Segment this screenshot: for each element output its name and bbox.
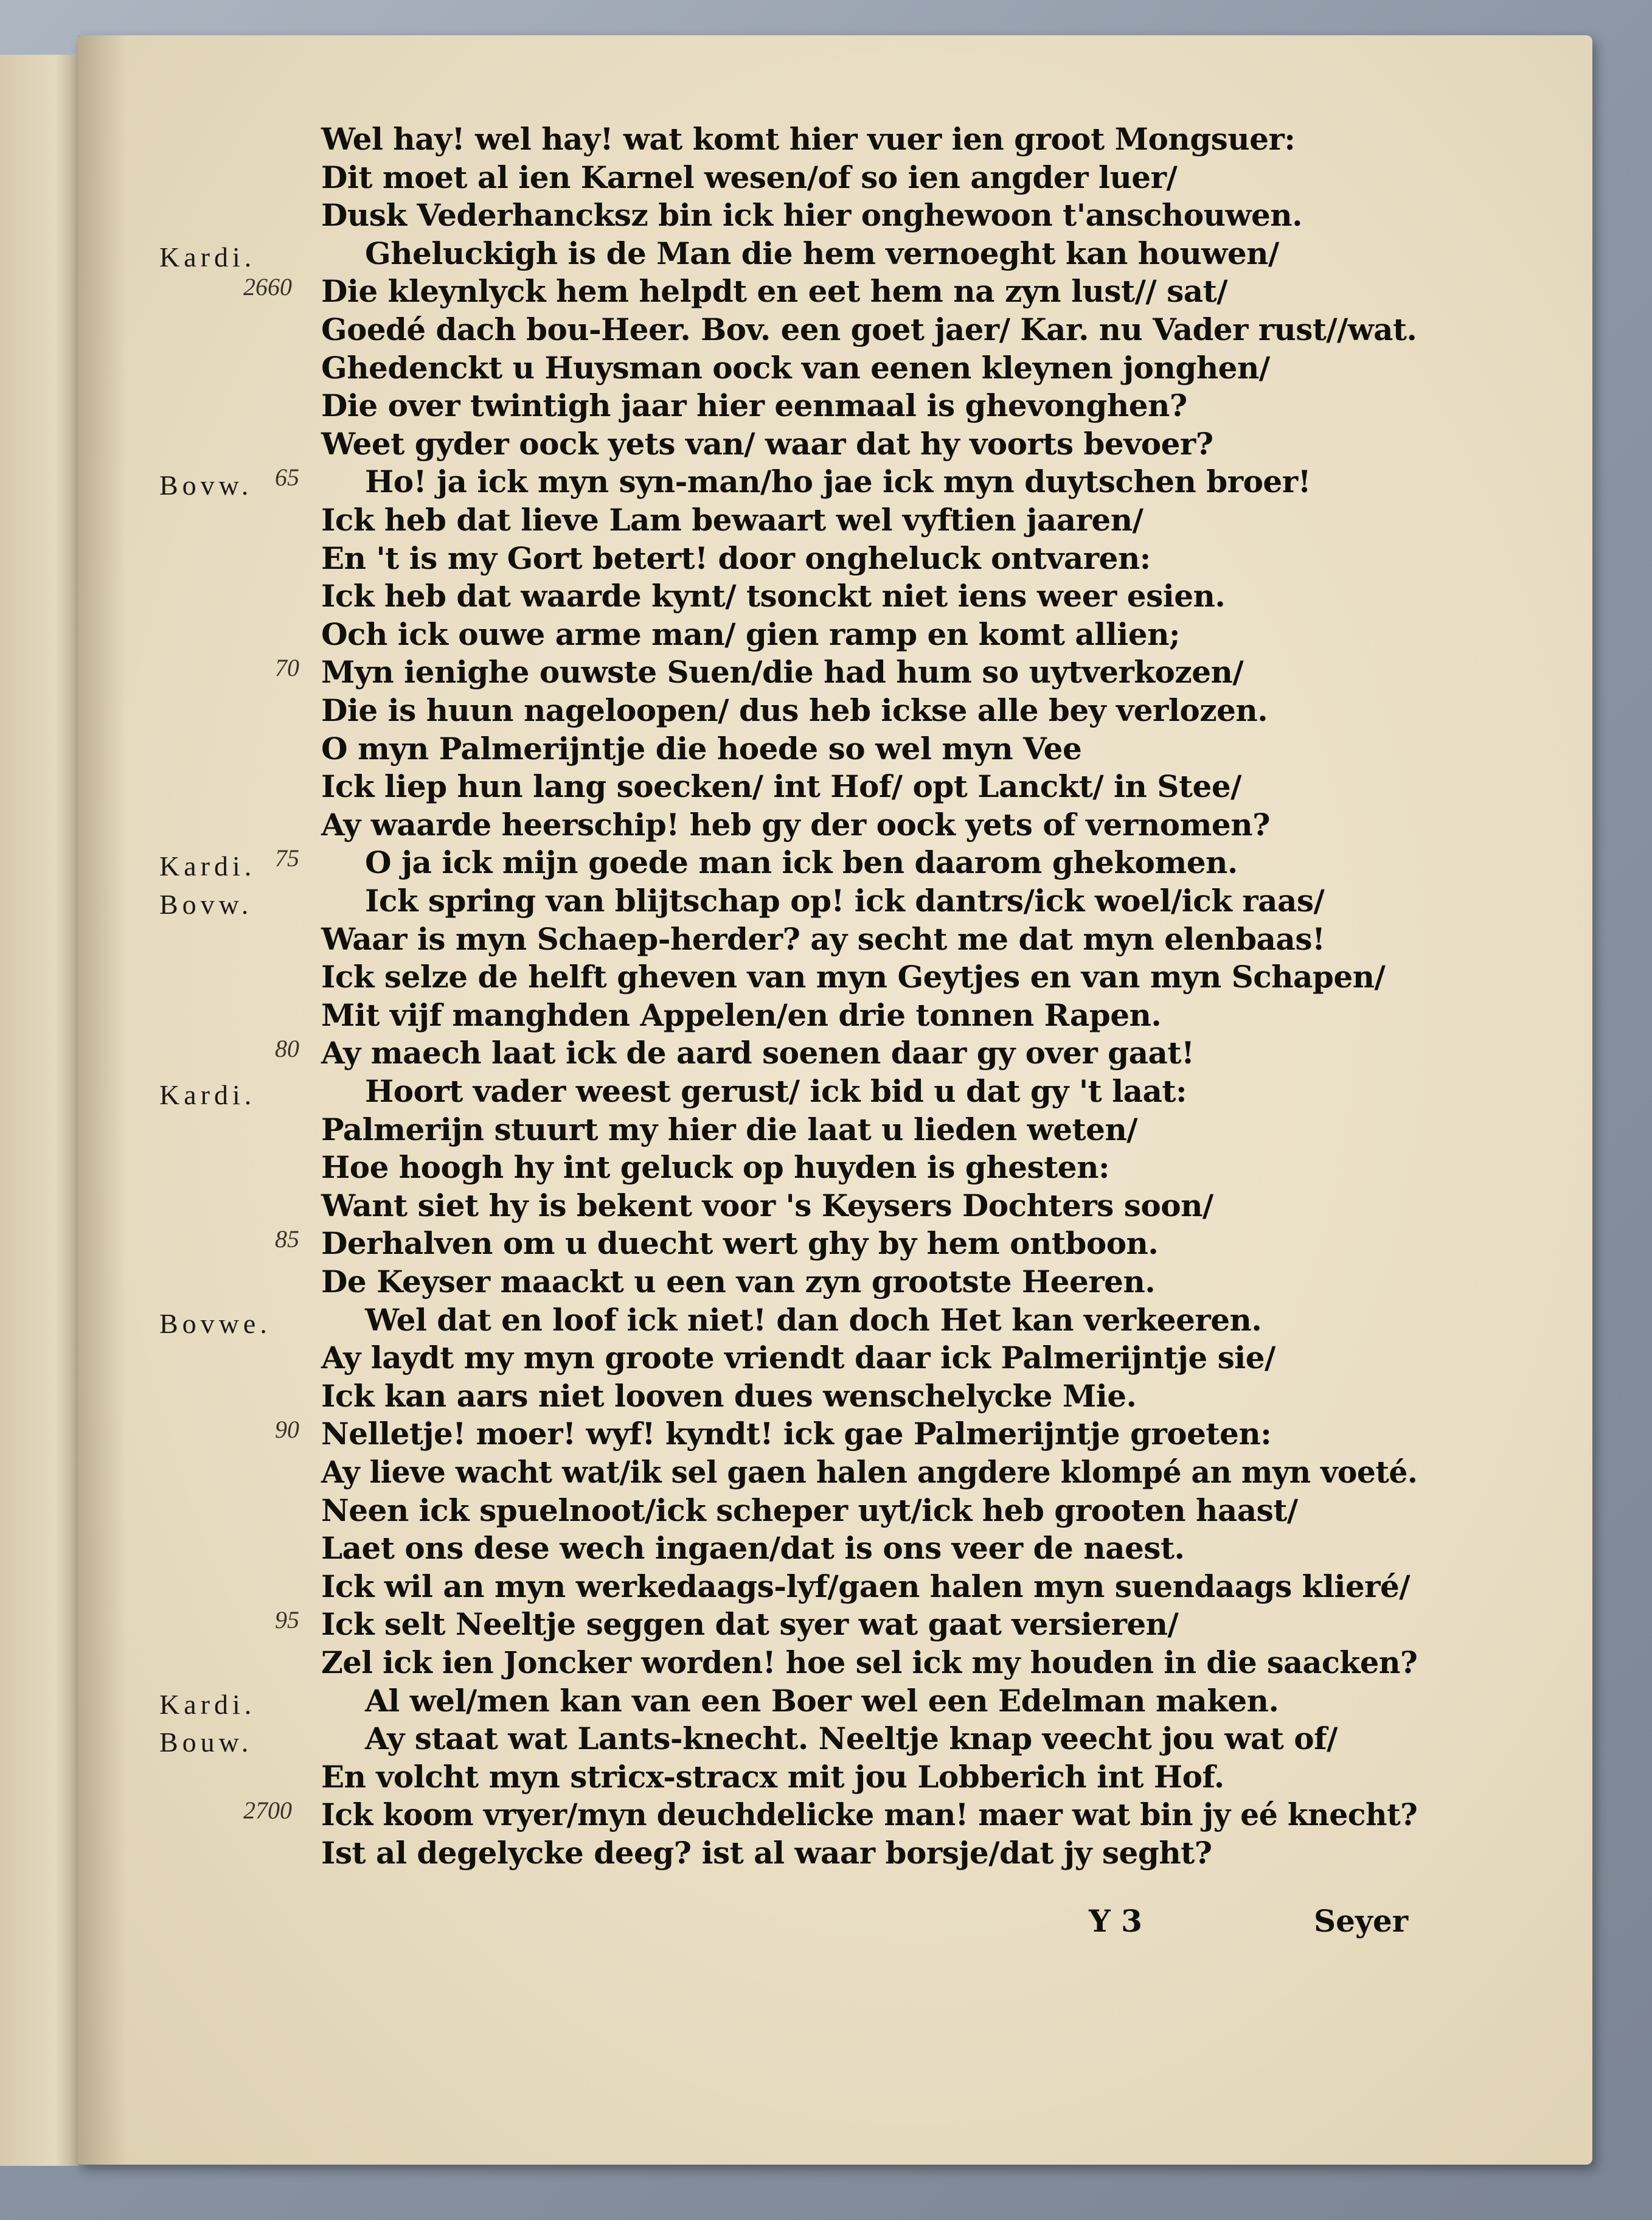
verse-text: Hoe hoogh hy int geluck op huyden is ghesten: bbox=[321, 1149, 1109, 1186]
verse-line bbox=[0, 1301, 1652, 1339]
verse-line bbox=[0, 1073, 1652, 1110]
verse-line bbox=[0, 1377, 1652, 1415]
verse-line bbox=[0, 159, 1652, 197]
verse-text: Goedé dach bou-Heer. Bov. een goet jaer/ Kar. nu Vader rust//wat. bbox=[321, 311, 1417, 347]
verse-line bbox=[0, 120, 1652, 158]
verse-text: Derhalven om u duecht wert ghy by hem ontboon. bbox=[321, 1225, 1159, 1262]
line-number-note: 85 bbox=[275, 1225, 299, 1253]
verse-text: Die over twintigh jaar hier eenmaal is ghevonghen? bbox=[321, 388, 1187, 424]
verse-text: Ay waarde heerschip! heb gy der oock yets of vernomen? bbox=[321, 806, 1270, 843]
verse-line bbox=[0, 1453, 1652, 1491]
verse-line bbox=[0, 1339, 1652, 1377]
speaker-name: Bovwe. bbox=[159, 1307, 271, 1339]
verse-text: Ist al degelycke deeg? ist al waar borsje/dat jy seght? bbox=[321, 1835, 1212, 1871]
line-number-note: 2700 bbox=[243, 1797, 292, 1825]
verse-line bbox=[0, 1682, 1652, 1720]
verse-text: Want siet hy is bekent voor 's Keysers Dochters soon/ bbox=[321, 1187, 1213, 1223]
verse-line bbox=[0, 349, 1652, 387]
verse-line bbox=[0, 730, 1652, 768]
verse-line bbox=[0, 958, 1652, 996]
verse-text: Ho! ja ick myn syn-man/ho jae ick myn duytschen broer! bbox=[365, 464, 1311, 500]
line-number-note: 75 bbox=[275, 844, 299, 872]
line-number-note: 95 bbox=[275, 1606, 299, 1634]
verse-text: Myn ienighe ouwste Suen/die had hum so uytverkozen/ bbox=[321, 654, 1244, 691]
verse-line bbox=[0, 1492, 1652, 1529]
verse-text: Wel dat en loof ick niet! dan doch Het kan verkeeren. bbox=[365, 1301, 1262, 1338]
verse-text: Ick liep hun lang soecken/ int Hof/ opt Lanckt/ in Stee/ bbox=[321, 768, 1241, 805]
verse-text: Ick koom vryer/myn deuchdelicke man! maer wat bin jy eé knecht? bbox=[321, 1797, 1418, 1833]
verse-line bbox=[0, 1606, 1652, 1643]
verse-line bbox=[0, 1644, 1652, 1682]
verse-text: Dit moet al ien Karnel wesen/of so ien angder luer/ bbox=[321, 159, 1178, 195]
verse-text: Ick heb dat lieve Lam bewaart wel vyftien jaaren/ bbox=[321, 502, 1144, 538]
verse-line bbox=[0, 1225, 1652, 1262]
verse-text: O myn Palmerijntje die hoede so wel myn Vee bbox=[321, 730, 1082, 767]
verse-text: Ick selt Neeltje seggen dat syer wat gaat versieren/ bbox=[321, 1606, 1179, 1643]
verse-text: Ick selze de helft gheven van myn Geytjes en van myn Schapen/ bbox=[321, 959, 1386, 995]
verse-text: Nelletje! moer! wyf! kyndt! ick gae Palmerijntje groeten: bbox=[321, 1416, 1272, 1452]
verse-text: Ay laydt my myn groote vriendt daar ick Palmerijntje sie/ bbox=[321, 1340, 1275, 1376]
verse-text: Dusk Vederhancksz bin ick hier onghewoon t'anschouwen. bbox=[321, 197, 1303, 234]
verse-text: De Keyser maackt u een van zyn grootste Heeren. bbox=[321, 1264, 1156, 1300]
verse-text: Waar is myn Schaep-herder? ay secht me dat myn elenbaas! bbox=[321, 920, 1325, 957]
verse-line bbox=[0, 1834, 1652, 1872]
verse-line bbox=[0, 311, 1652, 349]
verse-text: Ghedenckt u Huysman oock van eenen kleynen jonghen/ bbox=[321, 349, 1270, 386]
verse-line bbox=[0, 1187, 1652, 1225]
line-number-note: 90 bbox=[275, 1416, 299, 1444]
verse-text: Ay maech laat ick de aard soenen daar gy over gaat! bbox=[321, 1035, 1195, 1071]
speaker-name: Kardi. bbox=[159, 851, 256, 882]
signature-mark: Y 3 bbox=[1089, 1903, 1142, 1939]
line-number-note: 65 bbox=[275, 464, 299, 492]
verse-text: Hoort vader weest gerust/ ick bid u dat gy 't laat: bbox=[365, 1073, 1187, 1109]
verse-text: Wel hay! wel hay! wat komt hier vuer ien groot Mongsuer: bbox=[321, 121, 1296, 157]
verse-text: Weet gyder oock yets van/ waar dat hy voorts bevoer? bbox=[321, 425, 1213, 462]
verse-text: Och ick ouwe arme man/ gien ramp en komt allien; bbox=[321, 616, 1180, 652]
verse-line bbox=[0, 577, 1652, 615]
verse-line bbox=[0, 997, 1652, 1034]
verse-line bbox=[0, 1263, 1652, 1301]
verse-text: Gheluckigh is de Man die hem vernoeght kan houwen/ bbox=[365, 235, 1279, 271]
verse-line bbox=[0, 882, 1652, 920]
line-number-note: 80 bbox=[275, 1035, 299, 1063]
verse-text: Ay staat wat Lants-knecht. Neeltje knap veecht jou wat of/ bbox=[365, 1721, 1338, 1757]
verse-text: Ick kan aars niet looven dues wenschelycke Mie. bbox=[321, 1377, 1137, 1414]
speaker-name: Bovw. bbox=[159, 889, 253, 920]
line-number-note: 2660 bbox=[243, 273, 292, 301]
speaker-name: Bovw. bbox=[159, 470, 253, 501]
verse-line bbox=[0, 273, 1652, 310]
verse-text: Zel ick ien Joncker worden! hoe sel ick my houden in die saacken? bbox=[321, 1644, 1418, 1680]
verse-text: Palmerijn stuurt my hier die laat u lieden weten/ bbox=[321, 1111, 1138, 1147]
verse-line bbox=[0, 197, 1652, 234]
verse-text: Mit vijf manghden Appelen/en drie tonnen Rapen. bbox=[321, 997, 1162, 1033]
speaker-name: Kardi. bbox=[159, 1688, 256, 1720]
verse-text: Die is huun nageloopen/ dus heb ickse alle bey verlozen. bbox=[321, 692, 1268, 728]
speaker-name: Kardi. bbox=[159, 241, 256, 273]
page-footer bbox=[0, 1903, 1652, 1946]
verse-text: En 't is my Gort betert! door ongheluck ontvaren: bbox=[321, 540, 1151, 576]
verse-text: Ay lieve wacht wat/ik sel gaen halen angdere klompé an myn voeté. bbox=[321, 1454, 1418, 1490]
verse-line bbox=[0, 616, 1652, 653]
verse-text: O ja ick mijn goede man ick ben daarom ghekomen. bbox=[365, 844, 1238, 881]
verse-line bbox=[0, 425, 1652, 463]
verse-text: Ick wil an myn werkedaags-lyf/gaen halen myn suendaags klieré/ bbox=[321, 1568, 1411, 1604]
verse-line bbox=[0, 844, 1652, 882]
verse-line bbox=[0, 1568, 1652, 1606]
verse-line bbox=[0, 235, 1652, 273]
verse-line bbox=[0, 768, 1652, 806]
verse-line bbox=[0, 540, 1652, 577]
verse-text: Laet ons dese wech ingaen/dat is ons veer de naest. bbox=[321, 1530, 1185, 1567]
verse-text: En volcht myn stricx-stracx mit jou Lobberich int Hof. bbox=[321, 1758, 1224, 1795]
speaker-name: Kardi. bbox=[159, 1079, 256, 1110]
verse-line bbox=[0, 387, 1652, 425]
verse-text: Ick spring van blijtschap op! ick dantrs/ick woel/ick raas/ bbox=[365, 883, 1325, 919]
verse-text: Al wel/men kan van een Boer wel een Edelman maken. bbox=[365, 1682, 1279, 1719]
verse-line bbox=[0, 1796, 1652, 1834]
verse-line bbox=[0, 501, 1652, 539]
verse-line bbox=[0, 1720, 1652, 1758]
verse-text: Die kleynlyck hem helpdt en eet hem na zyn lust// sat/ bbox=[321, 273, 1227, 310]
verse-line bbox=[0, 1758, 1652, 1796]
verse-line bbox=[0, 920, 1652, 958]
speaker-name: Bouw. bbox=[159, 1727, 253, 1758]
verse-text: Neen ick spuelnoot/ick scheper uyt/ick heb grooten haast/ bbox=[321, 1492, 1298, 1528]
verse-line bbox=[0, 806, 1652, 844]
verse-line bbox=[0, 1529, 1652, 1567]
verse-line bbox=[0, 653, 1652, 691]
verse-line bbox=[0, 1149, 1652, 1186]
catchword: Seyer bbox=[1314, 1903, 1409, 1939]
verse-text: Ick heb dat waarde kynt/ tsonckt niet iens weer esien. bbox=[321, 578, 1226, 614]
verse-line bbox=[0, 692, 1652, 729]
verse-line bbox=[0, 1034, 1652, 1072]
verse-line bbox=[0, 1111, 1652, 1149]
line-number-note: 70 bbox=[275, 654, 299, 682]
verse-line bbox=[0, 1415, 1652, 1453]
verse-line bbox=[0, 463, 1652, 501]
